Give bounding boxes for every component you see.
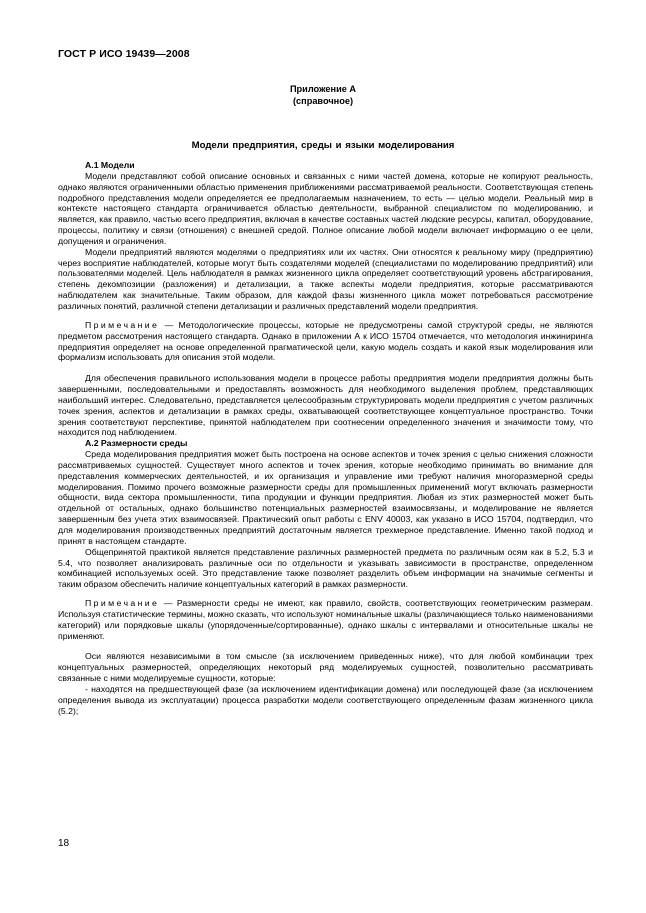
paragraph: Модели предприятий являются моделями о предприятиях или их частях. Они относятся к реальному миру (предприятию) через восприятие наблюдателей, которые могут быть создателями моделей (специалистами по моделированию предприятий) или пользователями моделей. Цель наблюдателя в рамках жизненного цикла определяет соответствующий уровень абстрагирования, степень декомпозиции (разложения) и детализации, а также аспекты модели предприятия, которые рассматриваются наблюдателем как значительные. Таким образом, для каждой фазы жизненного цикла может потребоваться рассмотрение различных понятий, различной степени детализации и различных представлений модели предприятия. bbox=[58, 246, 593, 311]
section-heading-a1: А.1 Модели bbox=[85, 160, 135, 170]
page-number: 18 bbox=[58, 838, 70, 849]
page-header-standard: ГОСТ Р ИСО 19439—2008 bbox=[58, 48, 190, 60]
document-body bbox=[58, 160, 593, 717]
note-text: — Размерности среды не имеют, как правило, свойств, соответствующих геометрическим размерам. Используя статистические термины, можно сказать, что используют номинальные шкалы (различающиеся только наименованиями категорий) или порядковые шкалы (упорядоченные/сортированные), однако шкалы с интервалами и относительные шкалы не применяют. bbox=[58, 598, 593, 641]
note-text: — Методологические процессы, которые не предусмотрены самой структурой среды, не являются предметом рассмотрения настоящего стандарта. Однако в приложении А к ИСО 15704 отмечается, что методология инжиниринга предприятия определяет на основе определенной прагматической цели, какую модель создать и какой язык моделирования или формализм использовать для описания этой модели. bbox=[58, 319, 593, 363]
annex-title: Приложение А bbox=[289, 84, 357, 94]
paragraph: Для обеспечения правильного использования модели в процессе работы предприятия модели предприятия должны быть завершенными, последовательными и предоставлять возможность для необходимого выделения проблем, представляющих наибольший интерес. Следовательно, представляется целесообразным структурировать модели предприятия с учетом различных точек зрения, аспектов и детализации в рамках среды, охватывающей соответствующее концептуальное пространство. Точки зрения соответствуют перспективе, принятой наблюдателем при соотнесении определенного значения и значимости тому, что находится под наблюдением. bbox=[58, 373, 593, 438]
note-label: Примечание bbox=[85, 598, 160, 609]
note-label: Примечание bbox=[85, 319, 160, 330]
annex-subtitle: (справочное) bbox=[292, 96, 353, 106]
paragraph: Оси являются независимыми в том смысле (за исключением приведенных ниже), что для любой комбинации трех концептуальных размерностей, определяющих некоторый ряд моделируемых сущностей, позволительно рассматривать связанные с ними моделируемые сущности, которые: bbox=[58, 651, 593, 684]
paragraph: Модели представляют собой описание основных и связанных с ними частей домена, которые не копируют реальность, однако являются ограниченными областью применения приближениями рассматриваемой реальности. Соответствующая степень подробного представления модели определяется ее предполагаемым назначением, то есть — целью модели. Реальный мир в контексте настоящего стандарта ограничивается областью деятельности, выбранной специалистом по моделированию, и является, как правило, частью всего предприятия, включая в качестве составных частей людские ресурсы, капитал, оборудование, процессы, политику и связи (отношения) с внешней средой. Полное описание любой модели включает информацию о ее цели, допущения и ограничения. bbox=[58, 170, 593, 246]
document-title: Модели предприятия, среды и языки моделирования bbox=[191, 140, 455, 151]
list-item: - находятся на предшествующей фазе (за исключением идентификации домена) или последующей фазе (за исключением определения вывода из эксплуатации) процесса разработки модели соответствующего определенным фазам жизненного цикла (5.2); bbox=[58, 683, 593, 716]
note-paragraph bbox=[58, 598, 593, 641]
section-heading-a2: А.2 Размерности среды bbox=[85, 438, 188, 449]
paragraph: Среда моделирования предприятия может быть построена на основе аспектов и точек зрения с целью снижения сложности рассматриваемых сущностей. Существует много аспектов и точек зрения, которые необходимо принимать во внимание для представления коммерческих деятельностей, и их организация и управление ими требуют наличия многоразмерной среды моделирования. Помимо прочего возможные размерности среды для промышленных применений могут включать размерности общности, вида сектора промышленности, типа продукции и функции предприятия. Любая из этих размерностей может быть отдельной от остальных, однако большинство потенциальных размерностей взаимосвязаны, и моделирование не является завершенным без учета этих взаимосвязей. Практический опыт работы с ENV 40003, как указано в ИСО 15704, подтвердил, что для моделирования производственных предприятий достаточным является трехмерное представление. Именно такой подход и принят в настоящем стандарте. bbox=[58, 449, 593, 546]
paragraph: Общепринятой практикой является представление различных размерностей предмета по различным осям как в 5.2, 5.3 и 5.4, что позволяет анализировать различные оси по отдельности и указывать зависимости в пространстве, определенном комбинацией используемых осей. Это представление также позволяет разделить объем информации на значимые сегменты и таким образом обеспечить наличие концептуальных категорий в рамках размерности. bbox=[58, 546, 593, 590]
note-paragraph bbox=[58, 320, 593, 363]
